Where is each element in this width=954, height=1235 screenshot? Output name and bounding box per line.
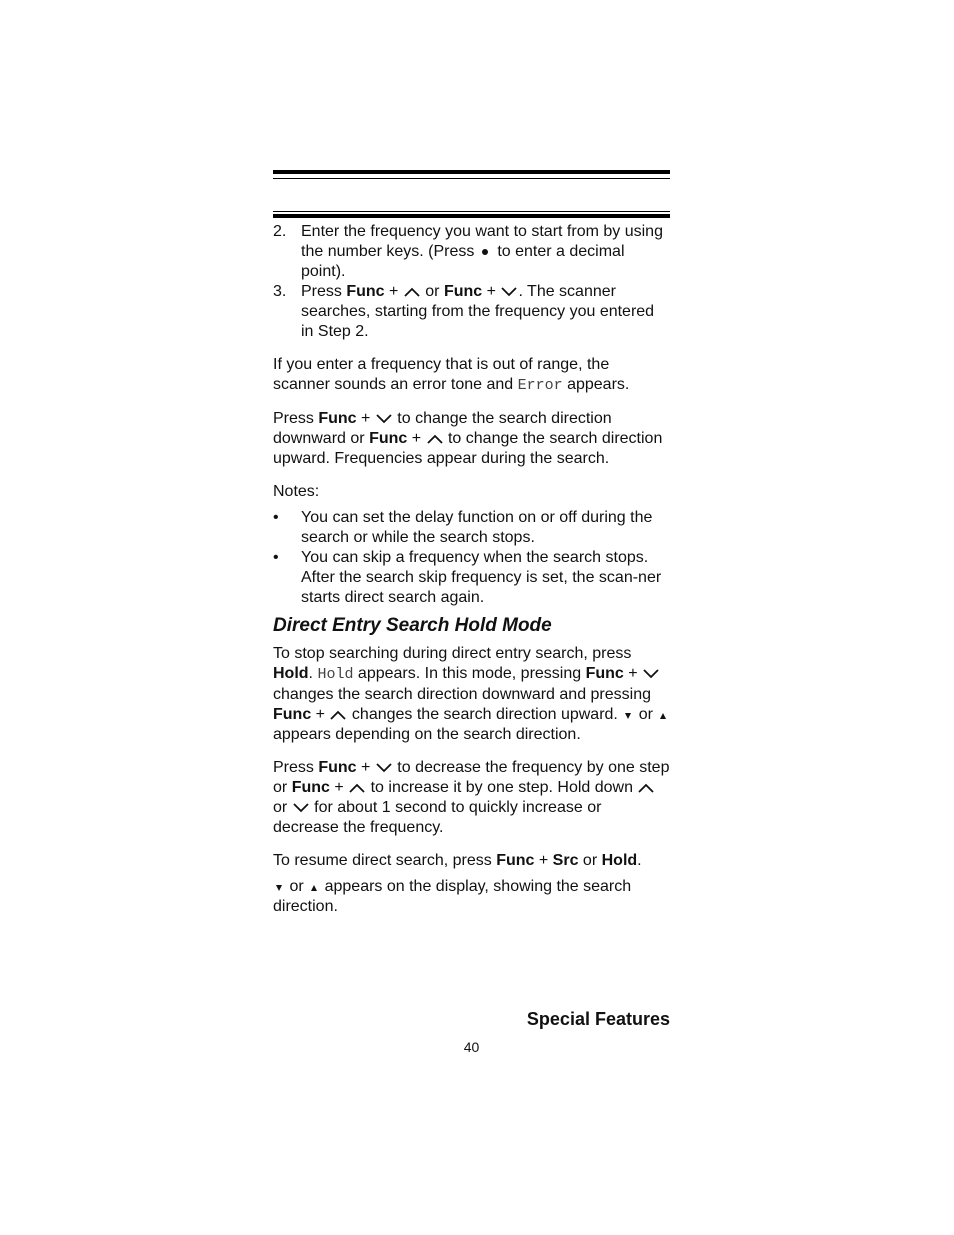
up-arrow-icon <box>426 433 444 445</box>
down-arrow-icon <box>375 413 393 425</box>
down-arrow-icon <box>642 668 660 680</box>
decimal-dot-icon <box>479 246 493 258</box>
error-display-text: Error <box>517 377 563 394</box>
resume-paragraph: To resume direct search, press Func + Src or Hold. <box>273 852 642 869</box>
page-content <box>273 222 670 930</box>
down-arrow-icon <box>375 762 393 774</box>
down-arrow-icon <box>292 802 310 814</box>
error-paragraph: If you enter a frequency that is out of range, the scanner sounds an error tone and Error appears. <box>273 356 630 394</box>
display-paragraph: or appears on the display, showing the search direction. <box>273 878 632 915</box>
down-arrow-icon <box>500 286 518 298</box>
hold-paragraph: To stop searching during direct entry search, press Hold. Hold appears. In this mode, pressing Func + changes the search direction downward and pressing Func + changes the search direction upward. or appears depending on the search direction. <box>273 644 670 745</box>
step-paragraph: Press Func + to decrease the frequency by one step or Func + to increase it by one step. Hold down or for about 1 second to quickly increase or decrease the frequency. <box>273 759 670 836</box>
notes-label: Notes: <box>273 483 320 500</box>
up-arrow-icon <box>329 709 347 721</box>
note-item: • You can set the delay function on or off during the search or while the search stops. <box>273 509 653 546</box>
step-2: 2. Enter the frequency you want to start from by using the number keys. (Press to enter a decimal point). <box>273 223 663 280</box>
up-triangle-icon <box>657 709 669 721</box>
bullet: • <box>273 549 279 566</box>
header-rule-thick-2 <box>273 214 670 218</box>
up-arrow-icon <box>403 286 421 298</box>
step-3: 3. Press Func + or Func + . The scanner searches, starting from the frequency you entered in Step 2. <box>273 283 655 340</box>
hold-display-text: Hold <box>317 666 354 683</box>
up-triangle-icon <box>308 881 320 893</box>
step-number: 3. <box>273 283 287 300</box>
note-item: • You can skip a frequency when the search stops. After the search skip frequency is set, the scan-ner starts direct search again. <box>273 549 662 606</box>
header-rule-thick <box>273 170 670 174</box>
footer-section-title: Special Features <box>526 1009 670 1029</box>
header-rule-thin-2 <box>273 211 670 212</box>
header-rule-thin <box>273 178 670 179</box>
step-number: 2. <box>273 223 287 240</box>
down-triangle-icon <box>622 709 634 721</box>
direction-paragraph: Press Func + to change the search direction downward or Func + to change the search direction upward. Frequencies appear during the search. <box>273 410 663 467</box>
down-triangle-icon <box>273 881 285 893</box>
up-arrow-icon <box>348 782 366 794</box>
up-arrow-icon <box>637 782 655 794</box>
page-number: 40 <box>463 1039 480 1055</box>
bullet: • <box>273 509 279 526</box>
section-heading: Direct Entry Search Hold Mode <box>273 615 552 636</box>
